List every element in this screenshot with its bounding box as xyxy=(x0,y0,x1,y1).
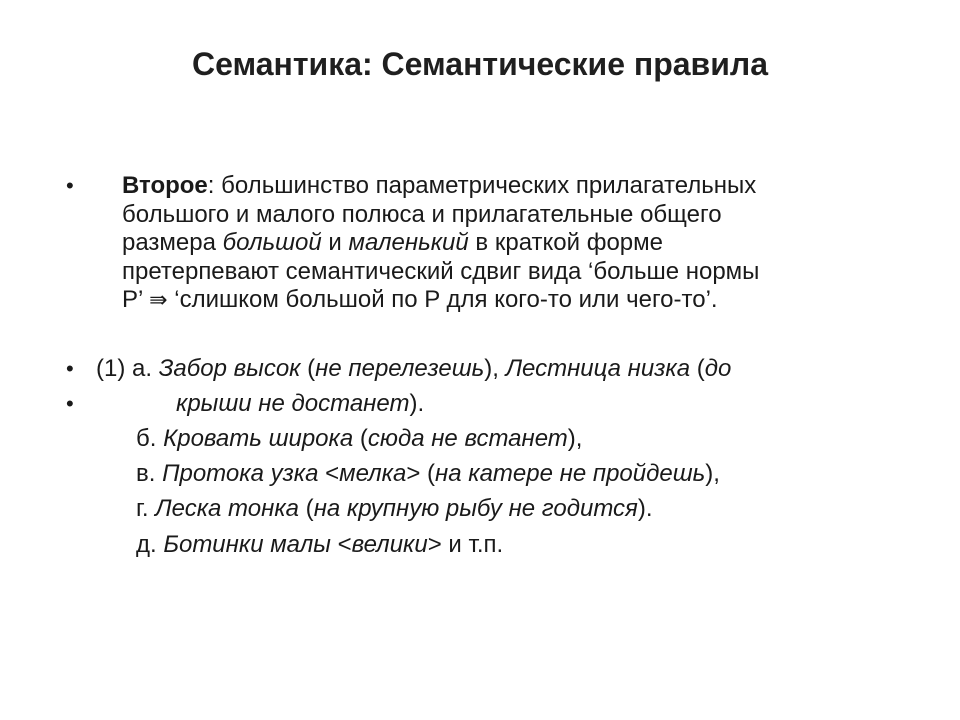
para-row-2: большого и малого полюса и прилагательные общего xyxy=(122,200,722,228)
para-text: ‘слишком большой по P для кого-то или чего-то’. xyxy=(167,286,718,313)
para-text: : большинство параметрических прилагательных xyxy=(207,172,757,199)
example-italic: на катере не пройдешь xyxy=(435,460,706,487)
lead-term: Второе xyxy=(122,172,208,199)
example-text: ( xyxy=(299,495,314,522)
bullet-1: • xyxy=(66,173,74,198)
para-text: P’ xyxy=(122,286,150,313)
example-d xyxy=(136,531,503,559)
example-italic: до xyxy=(704,355,732,382)
example-italic: не перелезешь xyxy=(315,355,485,382)
example-b xyxy=(136,425,582,453)
implies-arrow-icon: ⇛ xyxy=(149,287,168,312)
example-text: < xyxy=(330,531,352,558)
example-text: > ( xyxy=(406,460,436,487)
example-text: ). xyxy=(637,495,653,522)
para-text: в краткой форме xyxy=(468,229,663,256)
example-text: < xyxy=(318,460,340,487)
example-text: ), xyxy=(567,425,583,452)
example-italic: Кровать широка xyxy=(163,425,354,452)
example-text: ). xyxy=(409,390,425,417)
example-text: > и т.п. xyxy=(427,531,504,558)
example-text: ( xyxy=(690,355,705,382)
para-row-3 xyxy=(122,229,862,258)
example-text: ( xyxy=(353,425,368,452)
example-a xyxy=(96,355,731,383)
para-text: и xyxy=(321,229,349,256)
example-italic: Забор высок xyxy=(158,355,301,382)
example-a-continuation xyxy=(176,390,424,418)
example-text: ), xyxy=(484,355,506,382)
bullet-2: • xyxy=(66,356,74,381)
example-text: ), xyxy=(705,460,720,487)
example-italic: крыши не достанет xyxy=(176,390,410,417)
example-italic: на крупную рыбу не годится xyxy=(313,495,638,522)
example-italic: сюда не встанет xyxy=(367,425,568,452)
term-italic: маленький xyxy=(348,229,469,256)
example-italic: мелка xyxy=(339,460,407,487)
example-text: ( xyxy=(300,355,316,382)
para-row-5 xyxy=(122,286,862,315)
example-italic: велики xyxy=(351,531,428,558)
para-row-1 xyxy=(122,172,862,201)
example-label: в. xyxy=(136,460,163,487)
para-text: размера xyxy=(122,229,223,256)
example-italic: Ботинки малы xyxy=(163,531,331,558)
example-italic: Протока узка xyxy=(162,460,319,487)
para-row-4: претерпевают семантический сдвиг вида ‘больше нормы xyxy=(122,257,760,285)
example-italic: Лестница низка xyxy=(505,355,691,382)
example-g xyxy=(136,495,653,523)
term-italic: большой xyxy=(222,229,322,256)
paragraph-second-rule xyxy=(122,172,862,315)
example-label: г. xyxy=(136,495,156,522)
slide-title: Семантика: Семантические правила xyxy=(191,46,769,82)
example-label: (1) а. xyxy=(96,355,159,382)
bullet-3: • xyxy=(66,391,74,416)
example-label: д. xyxy=(136,531,164,558)
example-italic: Леска тонка xyxy=(155,495,300,522)
example-v xyxy=(136,460,720,488)
example-label: б. xyxy=(136,425,164,452)
